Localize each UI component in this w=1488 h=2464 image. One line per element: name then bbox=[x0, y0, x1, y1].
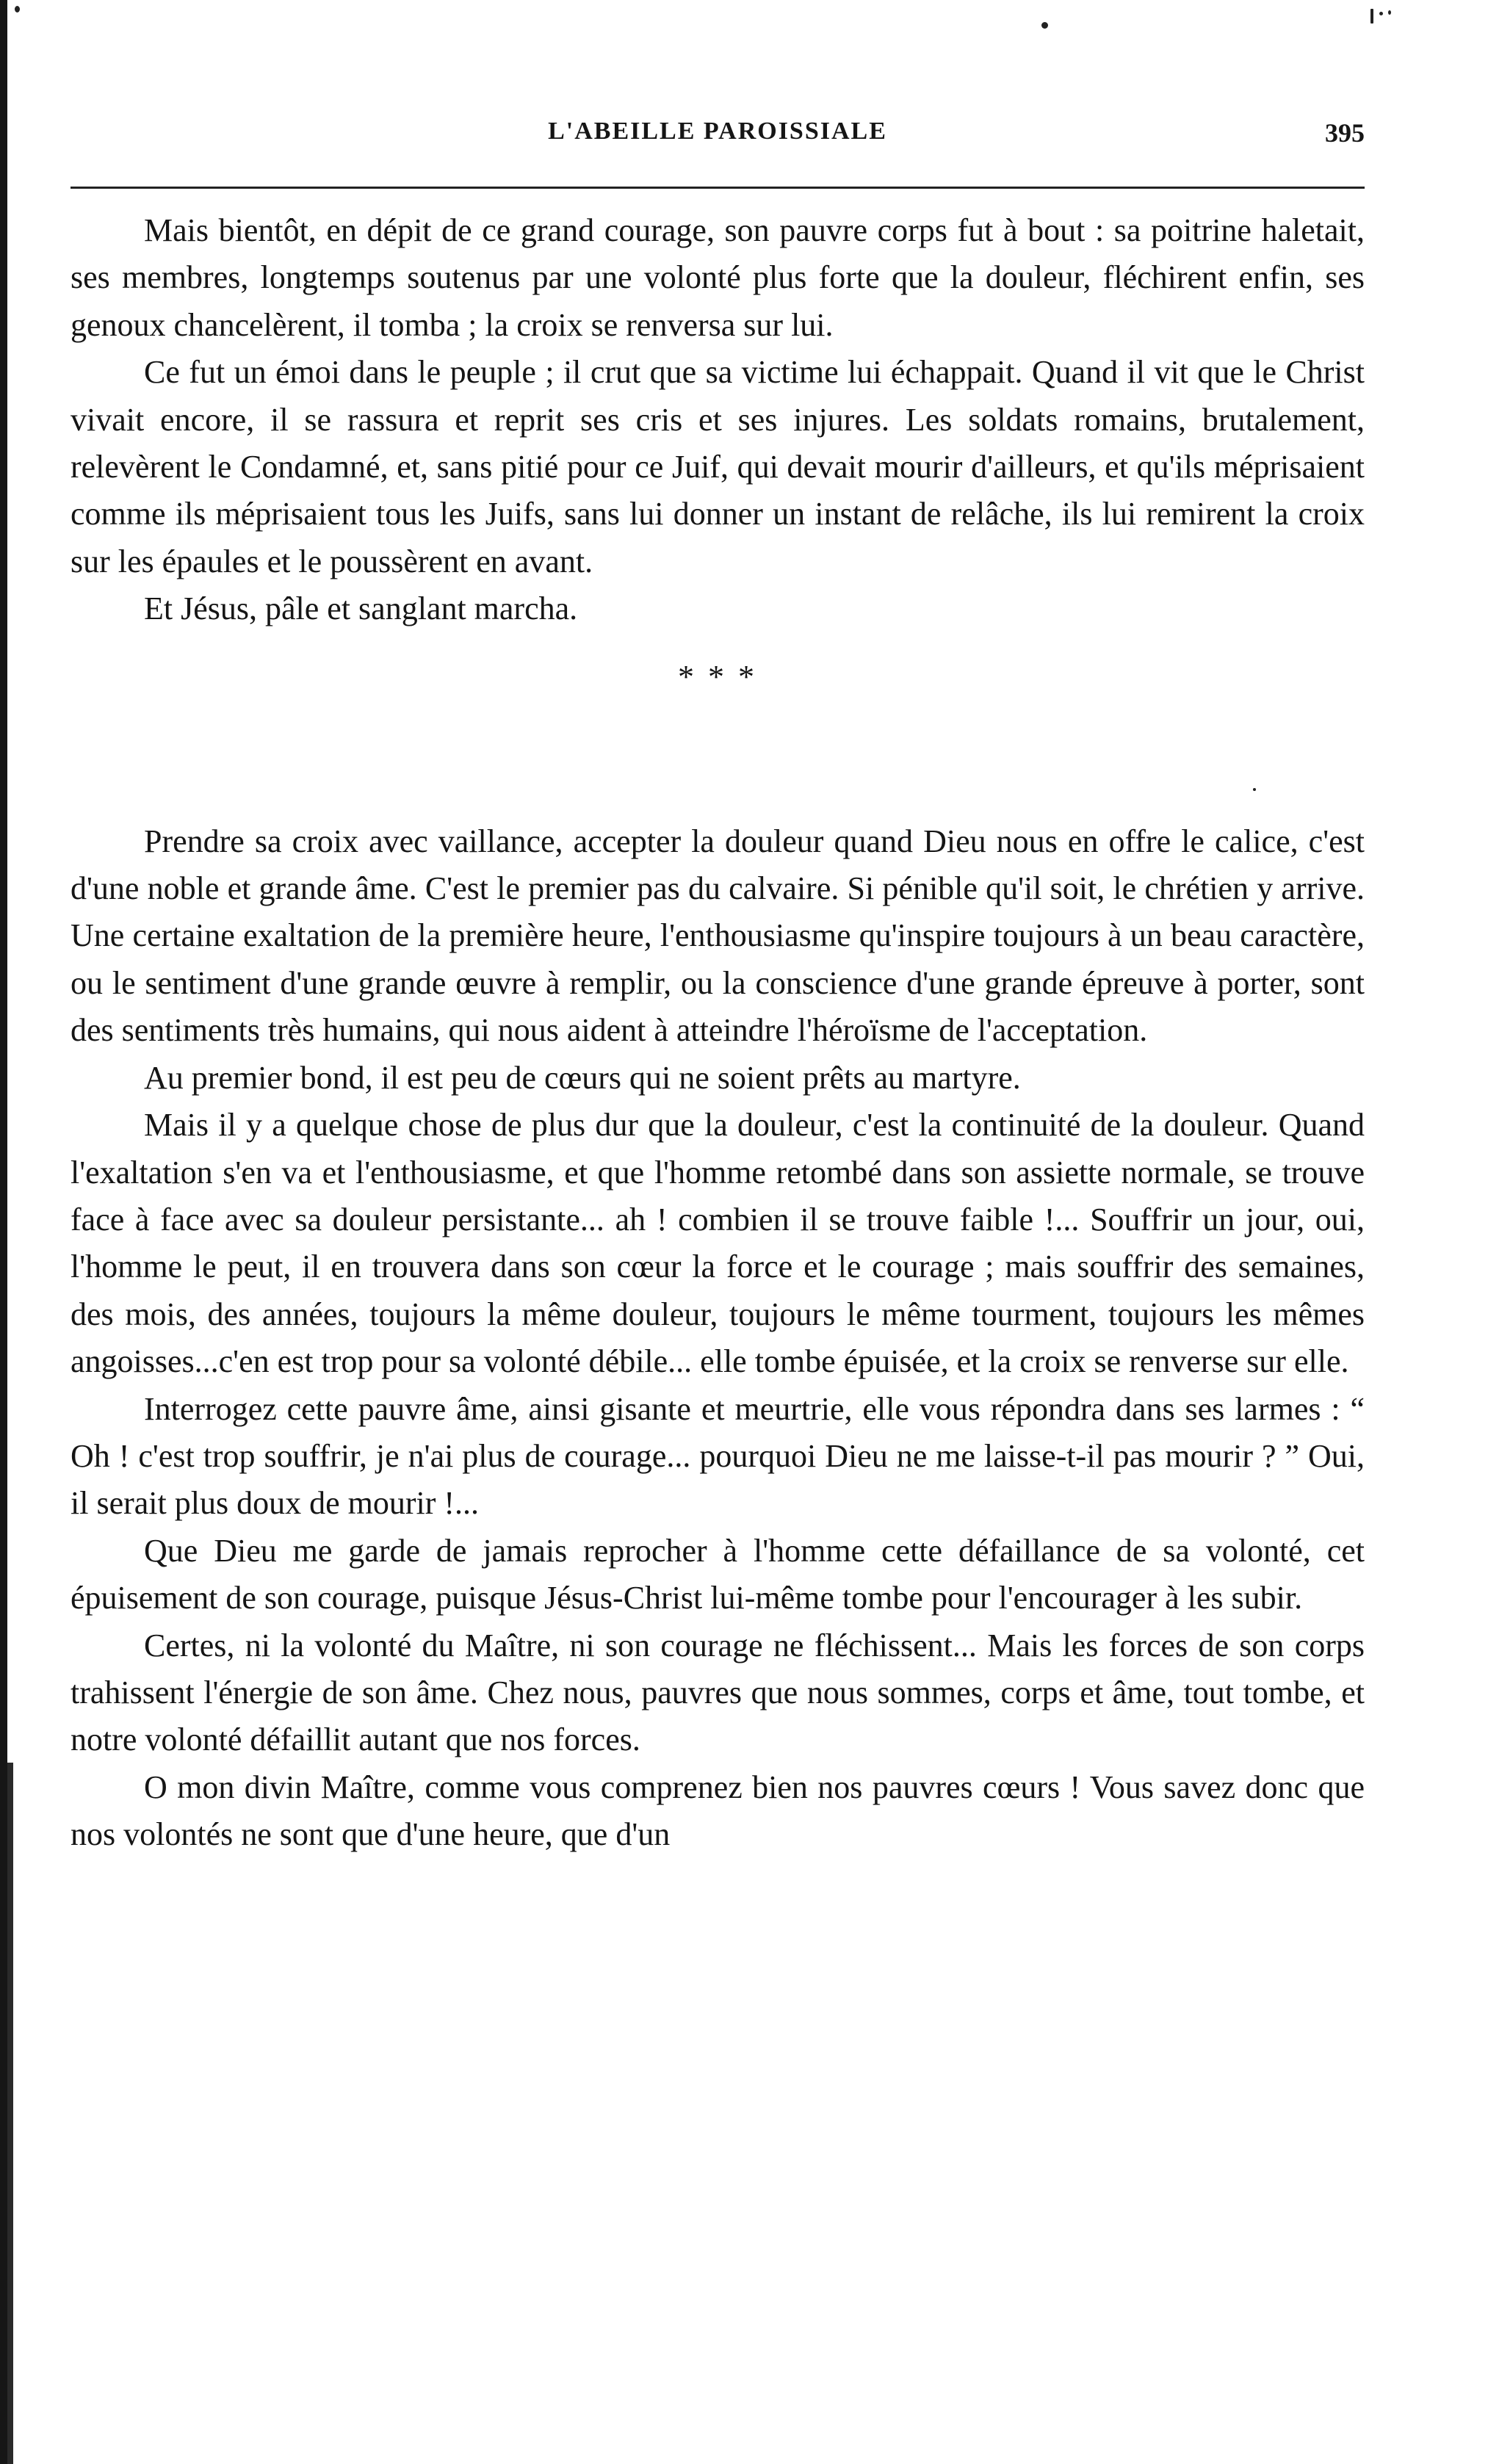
ink-speck bbox=[1379, 12, 1383, 15]
body-text bbox=[71, 207, 1365, 1859]
page-binding-shadow bbox=[7, 1763, 13, 2464]
paragraph: Mais bientôt, en dépit de ce grand courage, son pauvre corps fut à bout : sa poitrine haletait, ses membres, longtemps soutenus par une volonté plus forte que la douleur, fléchirent enfin, ses genoux chancelèrent, il tomba ; la croix se renversa sur lui. bbox=[71, 212, 1365, 343]
paragraph: O mon divin Maître, comme vous comprenez bien nos pauvres cœurs ! Vous savez donc que nos volontés ne sont que d'une heure, que d'un bbox=[71, 1768, 1365, 1853]
running-title: L'ABEILLE PAROISSIALE bbox=[548, 118, 887, 145]
ink-speck bbox=[15, 6, 20, 12]
paragraph: Ce fut un émoi dans le peuple ; il crut que sa victime lui échappait. Quand il vit que le Christ vivait encore, il se rassura et reprit ses cris et ses injures. Les soldats romains, brutalement, relevèrent le Condamné, et, sans pitié pour ce Juif, qui devait mourir d'ailleurs, et qu'ils méprisaient comme ils méprisaient tous les Juifs, sans lui donner un instant de relâche, ils lui remirent la croix sur les épaules et le poussèrent en avant. bbox=[71, 354, 1365, 579]
paragraph: Prendre sa croix avec vaillance, accepter la douleur quand Dieu nous en offre le calice, c'est d'une noble et grande âme. C'est le premier pas du calvaire. Si pénible qu'il soit, le chrétien y arrive. Une certaine exaltation de la première heure, l'enthousiasme qu'inspire toujours à un beau caractère, ou le sentiment d'une grande œuvre à remplir, ou la conscience d'une grande épreuve à porter, sont des sentiments très humains, qui nous aident à atteindre l'héroïsme de l'acceptation. bbox=[71, 823, 1365, 1049]
page-number: 395 bbox=[1325, 118, 1365, 148]
paragraph: Interrogez cette pauvre âme, ainsi gisante et meurtrie, elle vous répondra dans ses larmes : “ Oh ! c'est trop souffrir, je n'ai plus de courage... pourquoi Dieu ne me laisse-t-il pas mourir ? ” Oui, il serait plus doux de mourir !... bbox=[71, 1390, 1365, 1522]
section-separator bbox=[71, 633, 1365, 818]
paragraph: Et Jésus, pâle et sanglant marcha. bbox=[144, 590, 578, 627]
paragraph: Mais il y a quelque chose de plus dur que la douleur, c'est la continuité de la douleur. Quand l'exaltation s'en va et l'enthousiasme, et que l'homme retombé dans son assiette normale, se trouve face à face avec sa douleur persistante... ah ! combien il se trouve faible !... Souffrir un jour, oui, l'homme le peut, il en trouvera dans son cœur la force et le courage ; mais souffrir des semaines, des mois, des années, toujours la même douleur, toujours le même tourment, toujours les mêmes angoisses...c'en est trop pour sa volonté débile... elle tombe épuisée, et la croix se renverse sur elle. bbox=[71, 1107, 1365, 1380]
ink-speck bbox=[1370, 9, 1373, 24]
asterism: * * * bbox=[678, 658, 757, 695]
running-header bbox=[71, 118, 1365, 162]
paragraph: Au premier bond, il est peu de cœurs qui ne soient prêts au martyre. bbox=[144, 1059, 1021, 1096]
paragraph: Que Dieu me garde de jamais reprocher à l'homme cette défaillance de sa volonté, cet épuisement de son courage, puisque Jésus-Christ lui-même tombe pour l'encourager à les subir. bbox=[71, 1532, 1365, 1616]
paragraph: Certes, ni la volonté du Maître, ni son courage ne fléchissent... Mais les forces de son corps trahissent l'énergie de son âme. Chez nous, pauvres que nous sommes, corps et âme, tout tombe, et notre volonté défaillit autant que nos forces. bbox=[71, 1627, 1365, 1758]
header-rule bbox=[71, 187, 1365, 189]
ink-speck bbox=[1388, 10, 1391, 15]
ink-speck bbox=[1041, 22, 1048, 29]
page-binding-edge bbox=[0, 0, 7, 2464]
